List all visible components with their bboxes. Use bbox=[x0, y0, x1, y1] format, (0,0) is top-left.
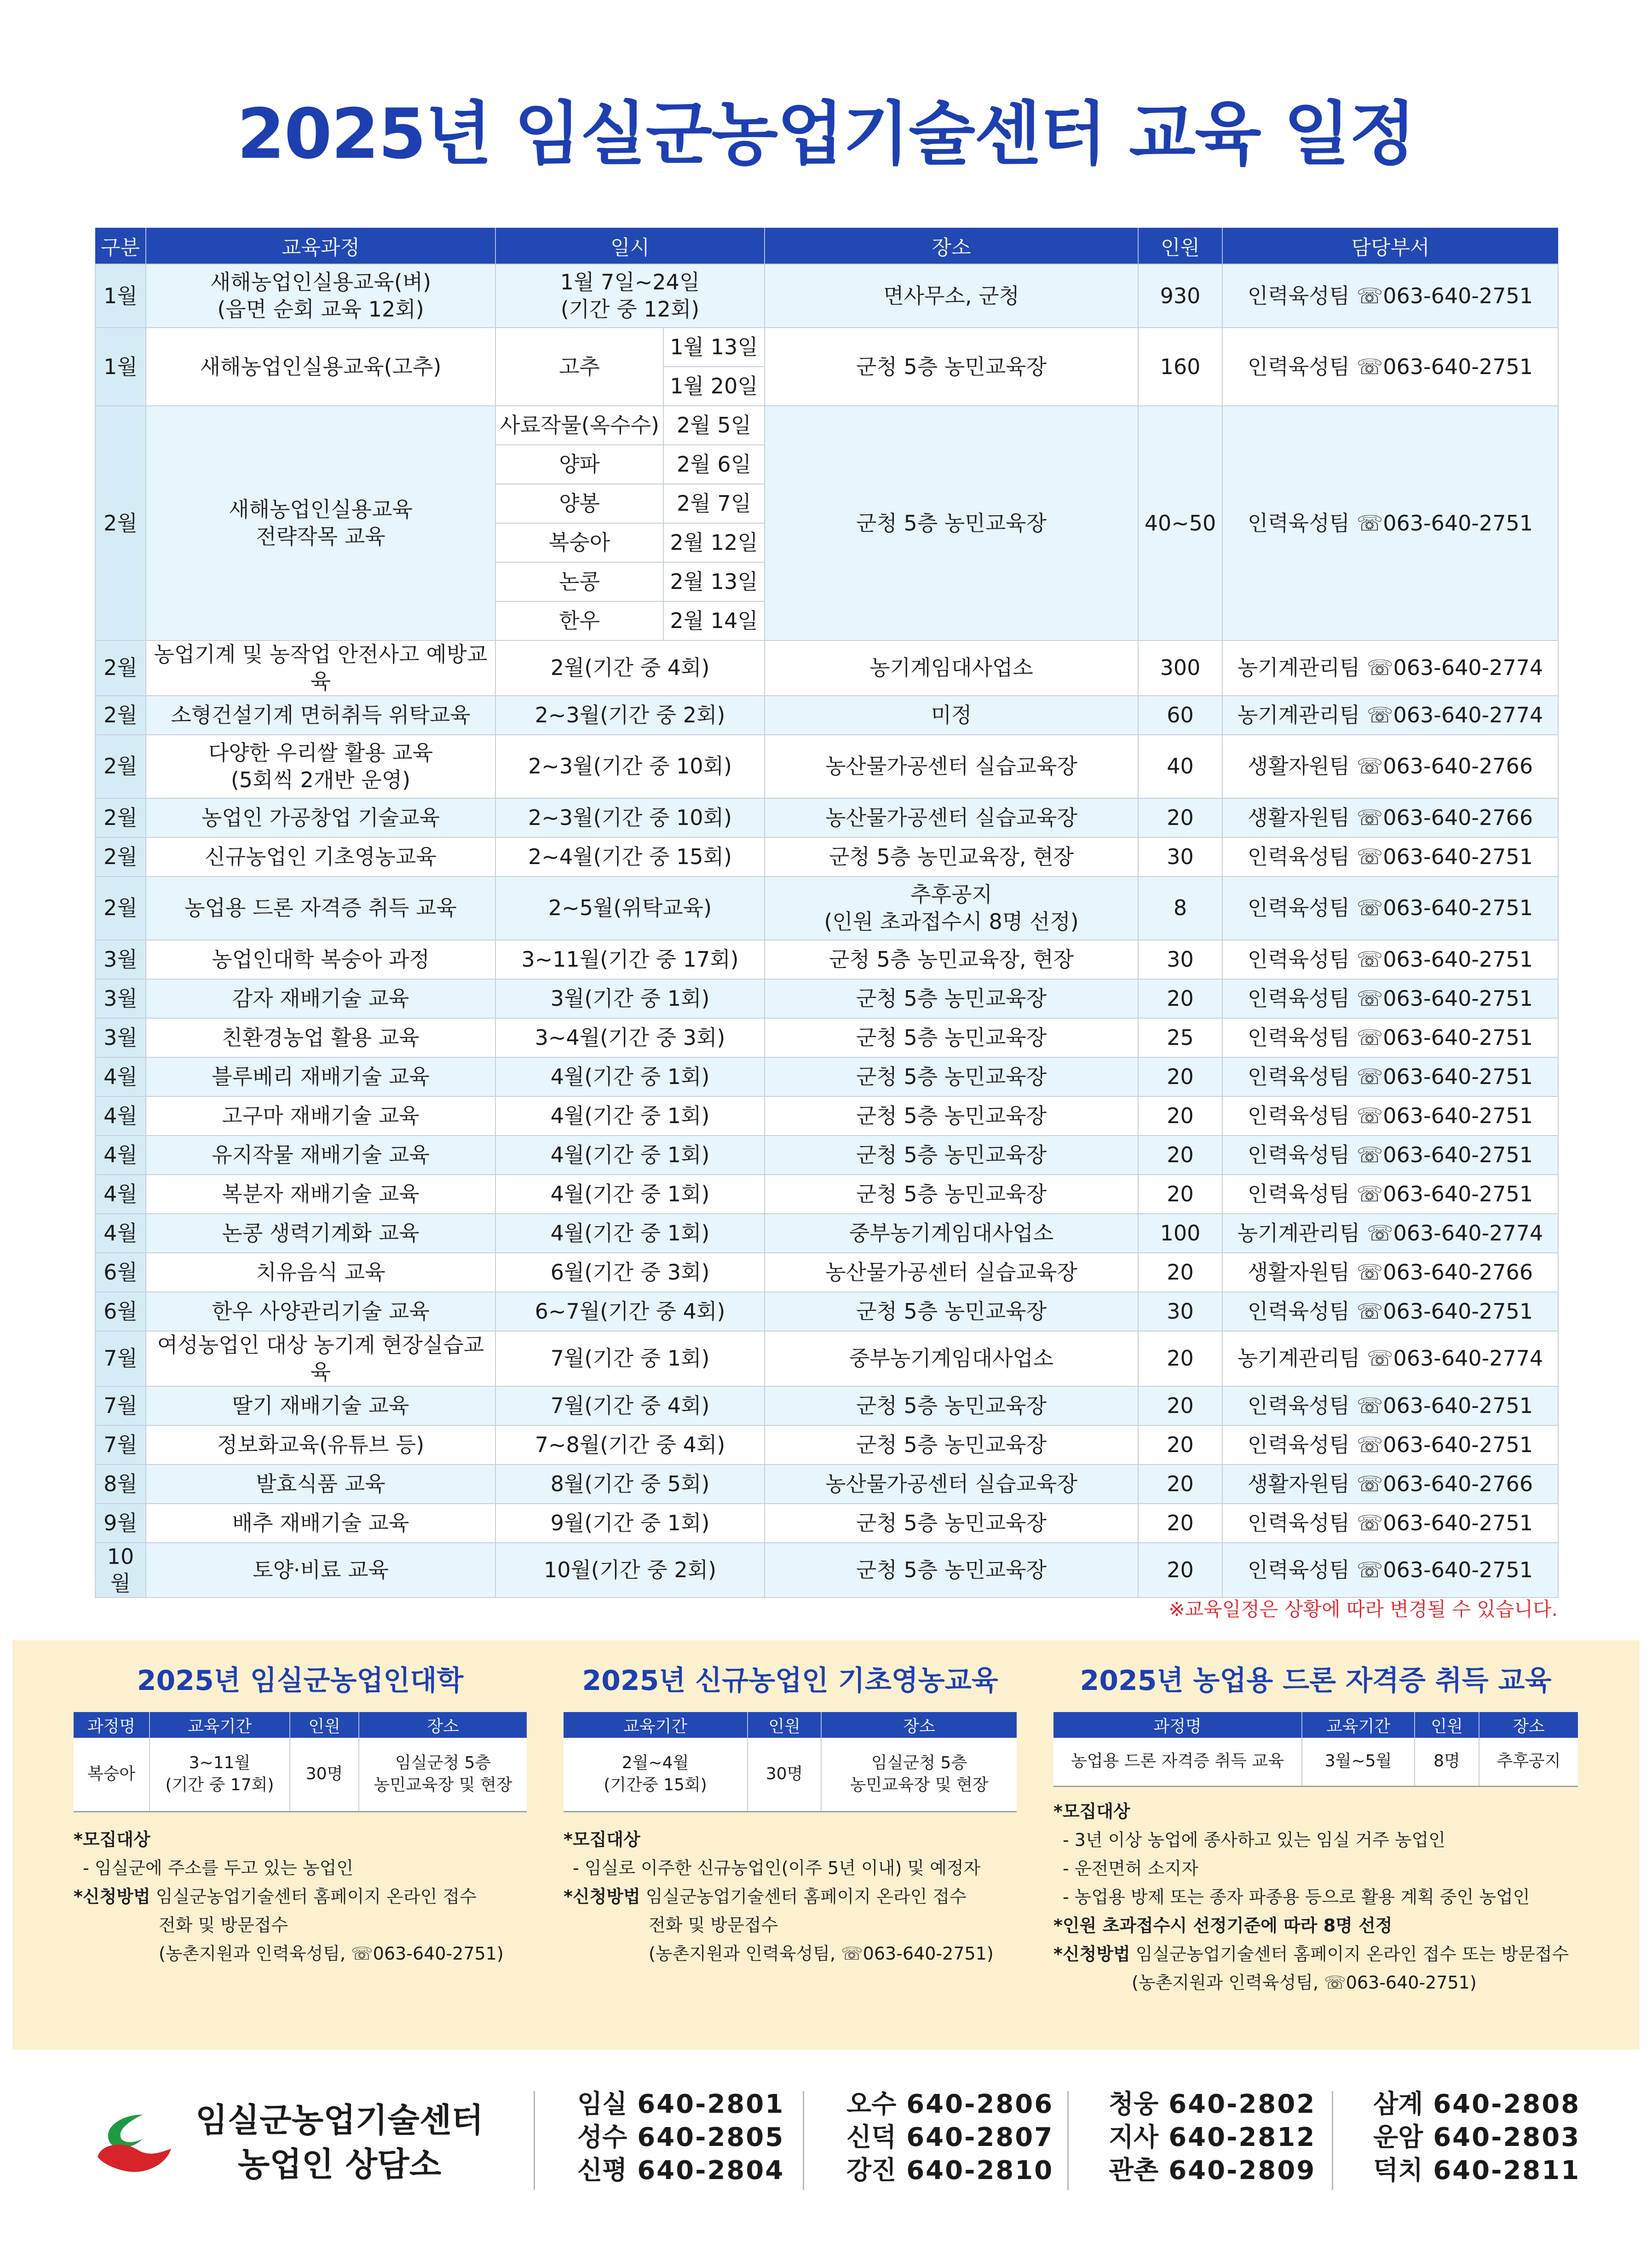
section-cell: 추후공지 bbox=[1479, 1738, 1578, 1786]
contact-entry: 청웅 640-2802 bbox=[1109, 2089, 1316, 2119]
cell-month: 7월 bbox=[95, 1331, 146, 1386]
cell-dept: 인력육성팀 ☏063-640-2751 bbox=[1222, 837, 1558, 876]
table-row bbox=[95, 1331, 1558, 1386]
cell-date: 3월(기간 중 1회) bbox=[495, 979, 765, 1018]
cell-count: 20 bbox=[1138, 798, 1222, 837]
cell-count: 30 bbox=[1138, 837, 1222, 876]
section-cell: 30명 bbox=[748, 1738, 821, 1811]
table-row bbox=[95, 1057, 1558, 1096]
cell-course: 새해농업인실용교육 전략작목 교육 bbox=[146, 406, 495, 640]
contact-entry: 운암 640-2803 bbox=[1373, 2122, 1581, 2152]
section-cell: 임실군청 5층 농민교육장 및 현장 bbox=[821, 1738, 1017, 1811]
cell-month: 3월 bbox=[95, 940, 146, 979]
table-row bbox=[95, 940, 1558, 979]
cell-course: 딸기 재배기술 교육 bbox=[146, 1386, 495, 1425]
table-row bbox=[95, 876, 1558, 940]
cell-course: 농업인대학 복숭아 과정 bbox=[146, 940, 495, 979]
cell-dept: 인력육성팀 ☏063-640-2751 bbox=[1222, 876, 1558, 940]
cell-dept: 인력육성팀 ☏063-640-2751 bbox=[1222, 940, 1558, 979]
section-farmer-college bbox=[74, 1659, 527, 1968]
cell-month: 2월 bbox=[95, 876, 146, 940]
cell-date: 2월 5일 bbox=[663, 406, 765, 445]
page-title: 2025년 임실군농업기술센터 교육 일정 bbox=[237, 94, 1415, 174]
section-cell: 임실군청 5층 농민교육장 및 현장 bbox=[359, 1738, 527, 1811]
cell-course: 친환경농업 활용 교육 bbox=[146, 1018, 495, 1057]
table-row bbox=[95, 979, 1558, 1018]
cell-count: 40~50 bbox=[1138, 406, 1222, 640]
section-cell: 2월~4월 (기간중 15회) bbox=[564, 1738, 748, 1811]
contact-entry: 강진 640-2810 bbox=[846, 2156, 1054, 2185]
cell-course: 복분자 재배기술 교육 bbox=[146, 1175, 495, 1214]
cell-course: 발효식품 교육 bbox=[146, 1465, 495, 1504]
cell-place: 군청 5층 농민교육장 bbox=[765, 1504, 1138, 1543]
cell-month: 2월 bbox=[95, 798, 146, 837]
cell-course: 새해농업인실용교육(벼) (읍면 순회 교육 12회) bbox=[146, 264, 495, 328]
contact-entry: 임실 640-2801 bbox=[577, 2089, 785, 2119]
cell-place: 군청 5층 농민교육장, 현장 bbox=[765, 940, 1138, 979]
cell-date: 6월(기간 중 3회) bbox=[495, 1253, 765, 1292]
cell-date: 2월 6일 bbox=[663, 445, 765, 484]
cell-count: 20 bbox=[1138, 1253, 1222, 1292]
cell-dept: 인력육성팀 ☏063-640-2751 bbox=[1222, 1018, 1558, 1057]
table-row bbox=[95, 1136, 1558, 1175]
cell-count: 20 bbox=[1138, 1465, 1222, 1504]
table-row bbox=[95, 798, 1558, 837]
cell-dept: 인력육성팀 ☏063-640-2751 bbox=[1222, 979, 1558, 1018]
divider bbox=[803, 2091, 804, 2190]
section-title: 2025년 임실군농업인대학 bbox=[137, 1665, 464, 1697]
cell-month: 2월 bbox=[95, 640, 146, 696]
cell-dept: 생활자원팀 ☏063-640-2766 bbox=[1222, 735, 1558, 798]
contact-column bbox=[577, 2088, 784, 2187]
apply-contact: (농촌지원과 인력육성팀, ☏063-640-2751) bbox=[159, 1943, 504, 1964]
cell-place: 농기계임대사업소 bbox=[765, 640, 1138, 696]
cell-month: 7월 bbox=[95, 1386, 146, 1425]
apply-contact: (농촌지원과 인력육성팀, ☏063-640-2751) bbox=[649, 1943, 994, 1964]
section-header: 장소 bbox=[821, 1712, 1017, 1738]
cell-place: 군청 5층 농민교육장 bbox=[765, 1425, 1138, 1465]
apply-line: *신청방법 임실군농업기술센터 홈페이지 온라인 접수 bbox=[74, 1886, 477, 1907]
cell-place: 군청 5층 농민교육장 bbox=[765, 1386, 1138, 1425]
target-text: - 임실군에 주소를 두고 있는 농업인 bbox=[83, 1857, 354, 1878]
section-table bbox=[74, 1712, 527, 1812]
contact-entry: 성수 640-2805 bbox=[577, 2122, 785, 2152]
cell-course: 소형건설기계 면허취득 위탁교육 bbox=[146, 696, 495, 735]
contact-entry: 오수 640-2806 bbox=[846, 2089, 1054, 2119]
section-header: 인원 bbox=[748, 1712, 821, 1738]
cell-item: 양파 bbox=[495, 445, 663, 484]
cell-place: 군청 5층 농민교육장 bbox=[765, 1018, 1138, 1057]
cell-course: 정보화교육(유튜브 등) bbox=[146, 1425, 495, 1465]
cell-month: 3월 bbox=[95, 1018, 146, 1057]
section-cell: 농업용 드론 자격증 취득 교육 bbox=[1053, 1738, 1302, 1786]
cell-dept: 인력육성팀 ☏063-640-2751 bbox=[1222, 1057, 1558, 1096]
cell-dept: 인력육성팀 ☏063-640-2751 bbox=[1222, 1136, 1558, 1175]
cell-dept: 인력육성팀 ☏063-640-2751 bbox=[1222, 328, 1558, 406]
section-info bbox=[564, 1825, 1017, 1968]
cell-month: 2월 bbox=[95, 406, 146, 640]
table-row bbox=[95, 1018, 1558, 1057]
cell-course: 배추 재배기술 교육 bbox=[146, 1504, 495, 1543]
cell-count: 930 bbox=[1138, 264, 1222, 328]
cell-place: 농산물가공센터 실습교육장 bbox=[765, 1253, 1138, 1292]
cell-count: 20 bbox=[1138, 1386, 1222, 1425]
cell-place: 군청 5층 농민교육장 bbox=[765, 1175, 1138, 1214]
cell-place: 농산물가공센터 실습교육장 bbox=[765, 735, 1138, 798]
cell-date: 2월 7일 bbox=[663, 484, 765, 523]
cell-date: 7월(기간 중 4회) bbox=[495, 1386, 765, 1425]
cell-count: 25 bbox=[1138, 1018, 1222, 1057]
section-header: 장소 bbox=[359, 1712, 527, 1738]
table-row bbox=[95, 1175, 1558, 1214]
section-cell: 8명 bbox=[1415, 1738, 1479, 1786]
section-header: 과정명 bbox=[1053, 1712, 1302, 1738]
cell-place: 군청 5층 농민교육장 bbox=[765, 1543, 1138, 1598]
section-info bbox=[1053, 1797, 1578, 1997]
cell-course: 논콩 생력기계화 교육 bbox=[146, 1214, 495, 1253]
cell-month: 2월 bbox=[95, 837, 146, 876]
cell-place: 군청 5층 농민교육장, 현장 bbox=[765, 837, 1138, 876]
table-row bbox=[95, 837, 1558, 876]
table-row bbox=[95, 1096, 1558, 1136]
cell-month: 1월 bbox=[95, 264, 146, 328]
cell-date: 4월(기간 중 1회) bbox=[495, 1057, 765, 1096]
section-table bbox=[1053, 1712, 1578, 1787]
table-row bbox=[95, 1425, 1558, 1465]
cell-count: 60 bbox=[1138, 696, 1222, 735]
cell-course: 농업기계 및 농작업 안전사고 예방교육 bbox=[146, 640, 495, 696]
cell-item: 양봉 bbox=[495, 484, 663, 523]
cell-count: 30 bbox=[1138, 940, 1222, 979]
cell-month: 6월 bbox=[95, 1253, 146, 1292]
cell-date: 7월(기간 중 1회) bbox=[495, 1331, 765, 1386]
apply-line: *신청방법 임실군농업기술센터 홈페이지 온라인 접수 bbox=[564, 1886, 967, 1907]
cell-dept: 인력육성팀 ☏063-640-2751 bbox=[1222, 1292, 1558, 1331]
divider bbox=[534, 2091, 535, 2190]
header-count: 인원 bbox=[1138, 228, 1222, 264]
cell-place: 중부농기계임대사업소 bbox=[765, 1214, 1138, 1253]
cell-count: 20 bbox=[1138, 1543, 1222, 1598]
cell-date: 9월(기간 중 1회) bbox=[495, 1504, 765, 1543]
cell-place: 군청 5층 농민교육장 bbox=[765, 1057, 1138, 1096]
cell-month: 2월 bbox=[95, 696, 146, 735]
cell-date: 2월 12일 bbox=[663, 523, 765, 562]
section-cell: 3~11월 (기간 중 17회) bbox=[150, 1738, 290, 1811]
cell-item: 사료작물(옥수수) bbox=[495, 406, 663, 445]
cell-course: 다양한 우리쌀 활용 교육 (5회씩 2개반 운영) bbox=[146, 735, 495, 798]
cell-date: 8월(기간 중 5회) bbox=[495, 1465, 765, 1504]
cell-place: 군청 5층 농민교육장 bbox=[765, 1096, 1138, 1136]
apply-contact: (농촌지원과 인력육성팀, ☏063-640-2751) bbox=[1132, 1972, 1477, 1993]
table-header-row bbox=[95, 228, 1558, 264]
cell-course: 신규농업인 기초영농교육 bbox=[146, 837, 495, 876]
cell-date: 3~11월(기간 중 17회) bbox=[495, 940, 765, 979]
cell-dept: 농기계관리팀 ☏063-640-2774 bbox=[1222, 1214, 1558, 1253]
cell-month: 1월 bbox=[95, 328, 146, 406]
table-row bbox=[95, 264, 1558, 328]
cell-count: 20 bbox=[1138, 1331, 1222, 1386]
section-title: 2025년 신규농업인 기초영농교육 bbox=[582, 1665, 998, 1697]
cell-date: 2월 14일 bbox=[663, 601, 765, 640]
cell-month: 4월 bbox=[95, 1175, 146, 1214]
section-header: 교육기간 bbox=[1302, 1712, 1415, 1738]
cell-dept: 인력육성팀 ☏063-640-2751 bbox=[1222, 1386, 1558, 1425]
cell-place: 군청 5층 농민교육장 bbox=[765, 979, 1138, 1018]
contact-entry: 덕치 640-2811 bbox=[1373, 2156, 1581, 2185]
header-dept: 담당부서 bbox=[1222, 228, 1558, 264]
target-label: *모집대상 bbox=[74, 1829, 150, 1850]
section-table bbox=[564, 1712, 1017, 1812]
cell-item: 고추 bbox=[495, 328, 663, 406]
cell-item: 한우 bbox=[495, 601, 663, 640]
cell-place: 농산물가공센터 실습교육장 bbox=[765, 1465, 1138, 1504]
cell-course: 여성농업인 대상 농기계 현장실습교육 bbox=[146, 1331, 495, 1386]
contact-column bbox=[1373, 2088, 1580, 2187]
header-place: 장소 bbox=[765, 228, 1138, 264]
cell-place: 추후공지 (인원 초과접수시 8명 선정) bbox=[765, 876, 1138, 940]
cell-date: 3~4월(기간 중 3회) bbox=[495, 1018, 765, 1057]
cell-dept: 농기계관리팀 ☏063-640-2774 bbox=[1222, 1331, 1558, 1386]
cell-place: 군청 5층 농민교육장 bbox=[765, 406, 1138, 640]
cell-course: 농업인 가공창업 기술교육 bbox=[146, 798, 495, 837]
contact-entry: 관촌 640-2809 bbox=[1109, 2156, 1316, 2185]
cell-place: 면사무소, 군청 bbox=[765, 264, 1138, 328]
cell-course: 블루베리 재배기술 교육 bbox=[146, 1057, 495, 1096]
cell-dept: 농기계관리팀 ☏063-640-2774 bbox=[1222, 696, 1558, 735]
cell-date: 4월(기간 중 1회) bbox=[495, 1214, 765, 1253]
cell-course: 새해농업인실용교육(고추) bbox=[146, 328, 495, 406]
table-row bbox=[95, 640, 1558, 696]
apply-line: *신청방법 임실군농업기술센터 홈페이지 온라인 접수 또는 방문접수 bbox=[1053, 1943, 1569, 1964]
cell-dept: 생활자원팀 ☏063-640-2766 bbox=[1222, 798, 1558, 837]
cell-course: 치유음식 교육 bbox=[146, 1253, 495, 1292]
target-text: - 3년 이상 농업에 종사하고 있는 임실 거주 농업인 bbox=[1063, 1829, 1445, 1850]
cell-place: 군청 5층 농민교육장 bbox=[765, 1292, 1138, 1331]
cell-dept: 인력육성팀 ☏063-640-2751 bbox=[1222, 1175, 1558, 1214]
cell-dept: 생활자원팀 ☏063-640-2766 bbox=[1222, 1253, 1558, 1292]
cell-month: 4월 bbox=[95, 1057, 146, 1096]
cell-month: 10월 bbox=[95, 1543, 146, 1598]
cell-date: 1월 13일 bbox=[663, 328, 765, 367]
cell-count: 8 bbox=[1138, 876, 1222, 940]
cell-month: 4월 bbox=[95, 1096, 146, 1136]
section-cell: 3월~5월 bbox=[1302, 1738, 1415, 1786]
section-header: 장소 bbox=[1479, 1712, 1578, 1738]
target-text: - 운전면허 소지자 bbox=[1063, 1858, 1198, 1879]
cell-month: 4월 bbox=[95, 1214, 146, 1253]
cell-month: 9월 bbox=[95, 1504, 146, 1543]
cell-dept: 생활자원팀 ☏063-640-2766 bbox=[1222, 1465, 1558, 1504]
cell-month: 4월 bbox=[95, 1136, 146, 1175]
cell-place: 군청 5층 농민교육장 bbox=[765, 328, 1138, 406]
cell-date: 1월 20일 bbox=[663, 367, 765, 406]
header-course: 교육과정 bbox=[146, 228, 495, 264]
contact-entry: 삼계 640-2808 bbox=[1373, 2089, 1581, 2119]
cell-date: 7~8월(기간 중 4회) bbox=[495, 1425, 765, 1465]
section-cell: 복숭아 bbox=[74, 1738, 150, 1811]
cell-item: 논콩 bbox=[495, 562, 663, 601]
cell-date: 6~7월(기간 중 4회) bbox=[495, 1292, 765, 1331]
cell-place: 중부농기계임대사업소 bbox=[765, 1331, 1138, 1386]
target-label: *모집대상 bbox=[1053, 1801, 1130, 1822]
cell-item: 복숭아 bbox=[495, 523, 663, 562]
cell-count: 20 bbox=[1138, 1136, 1222, 1175]
cell-month: 2월 bbox=[95, 735, 146, 798]
contact-entry: 신평 640-2804 bbox=[577, 2156, 785, 2185]
section-info bbox=[74, 1825, 527, 1968]
apply-text: 전화 및 방문접수 bbox=[159, 1914, 288, 1935]
footer-center-name: 임실군농업기술센터 농업인 상담소 bbox=[196, 2101, 484, 2184]
cell-date: 2~5월(위탁교육) bbox=[495, 876, 765, 940]
cell-date: 2월 13일 bbox=[663, 562, 765, 601]
schedule-change-notice: ※교육일정은 상황에 따라 변경될 수 있습니다. bbox=[1168, 1598, 1558, 1620]
contact-entry: 지사 640-2812 bbox=[1109, 2122, 1316, 2152]
divider bbox=[1067, 2091, 1069, 2190]
cell-date: 2~3월(기간 중 10회) bbox=[495, 735, 765, 798]
cell-count: 40 bbox=[1138, 735, 1222, 798]
cell-month: 7월 bbox=[95, 1425, 146, 1465]
cell-date: 4월(기간 중 1회) bbox=[495, 1136, 765, 1175]
section-header: 교육기간 bbox=[564, 1712, 748, 1738]
target-text: - 농업용 방제 또는 종자 파종용 등으로 활용 계획 중인 농업인 bbox=[1063, 1886, 1530, 1907]
cell-date: 4월(기간 중 1회) bbox=[495, 1175, 765, 1214]
cell-date: 2~3월(기간 중 2회) bbox=[495, 696, 765, 735]
cell-date: 2~3월(기간 중 10회) bbox=[495, 798, 765, 837]
cell-date: 10월(기간 중 2회) bbox=[495, 1543, 765, 1598]
cell-dept: 인력육성팀 ☏063-640-2751 bbox=[1222, 1096, 1558, 1136]
cell-month: 8월 bbox=[95, 1465, 146, 1504]
cell-count: 160 bbox=[1138, 328, 1222, 406]
cell-count: 20 bbox=[1138, 1504, 1222, 1543]
table-row bbox=[95, 1504, 1558, 1543]
target-text: - 임실로 이주한 신규농업인(이주 5년 이내) 및 예정자 bbox=[573, 1857, 981, 1878]
section-header: 인원 bbox=[1415, 1712, 1479, 1738]
contact-column bbox=[846, 2088, 1053, 2187]
table-row bbox=[95, 735, 1558, 798]
cell-count: 20 bbox=[1138, 1096, 1222, 1136]
section-header: 인원 bbox=[290, 1712, 359, 1738]
table-row bbox=[95, 1543, 1558, 1598]
header-date: 일시 bbox=[495, 228, 765, 264]
section-drone-license bbox=[1053, 1659, 1578, 1997]
table-row bbox=[95, 1214, 1558, 1253]
target-label: *모집대상 bbox=[564, 1829, 640, 1850]
selection-criteria: *인원 초과접수시 선정기준에 따라 8명 선정 bbox=[1053, 1915, 1393, 1936]
section-header: 과정명 bbox=[74, 1712, 150, 1738]
divider bbox=[1332, 2091, 1333, 2190]
table-row bbox=[95, 1292, 1558, 1331]
cell-dept: 인력육성팀 ☏063-640-2751 bbox=[1222, 1543, 1558, 1598]
cell-date: 4월(기간 중 1회) bbox=[495, 1096, 765, 1136]
cell-place: 군청 5층 농민교육장 bbox=[765, 1136, 1138, 1175]
cell-dept: 농기계관리팀 ☏063-640-2774 bbox=[1222, 640, 1558, 696]
cell-date: 2~4월(기간 중 15회) bbox=[495, 837, 765, 876]
cell-dept: 인력육성팀 ☏063-640-2751 bbox=[1222, 264, 1558, 328]
cell-count: 30 bbox=[1138, 1292, 1222, 1331]
apply-text: 전화 및 방문접수 bbox=[649, 1914, 778, 1935]
cell-dept: 인력육성팀 ☏063-640-2751 bbox=[1222, 1425, 1558, 1465]
center-logo-icon bbox=[92, 2106, 175, 2180]
table-row bbox=[95, 696, 1558, 735]
cell-course: 한우 사양관리기술 교육 bbox=[146, 1292, 495, 1331]
contact-column bbox=[1109, 2088, 1316, 2187]
cell-month: 6월 bbox=[95, 1292, 146, 1331]
cell-count: 300 bbox=[1138, 640, 1222, 696]
cell-dept: 인력육성팀 ☏063-640-2751 bbox=[1222, 1504, 1558, 1543]
table-row bbox=[95, 1465, 1558, 1504]
section-cell: 30명 bbox=[290, 1738, 359, 1811]
cell-count: 20 bbox=[1138, 1057, 1222, 1096]
table-row bbox=[95, 1386, 1558, 1425]
cell-dept: 인력육성팀 ☏063-640-2751 bbox=[1222, 406, 1558, 640]
section-title: 2025년 농업용 드론 자격증 취득 교육 bbox=[1080, 1665, 1552, 1697]
section-header: 교육기간 bbox=[150, 1712, 290, 1738]
contact-entry: 신덕 640-2807 bbox=[846, 2122, 1054, 2152]
table-row bbox=[95, 328, 1558, 367]
cell-count: 100 bbox=[1138, 1214, 1222, 1253]
cell-course: 감자 재배기술 교육 bbox=[146, 979, 495, 1018]
cell-month: 3월 bbox=[95, 979, 146, 1018]
cell-place: 농산물가공센터 실습교육장 bbox=[765, 798, 1138, 837]
cell-count: 20 bbox=[1138, 1175, 1222, 1214]
cell-course: 농업용 드론 자격증 취득 교육 bbox=[146, 876, 495, 940]
table-row bbox=[95, 406, 1558, 445]
schedule-table bbox=[95, 228, 1559, 1598]
table-row bbox=[95, 1253, 1558, 1292]
cell-date: 2월(기간 중 4회) bbox=[495, 640, 765, 696]
cell-count: 20 bbox=[1138, 1425, 1222, 1465]
cell-course: 고구마 재배기술 교육 bbox=[146, 1096, 495, 1136]
cell-course: 유지작물 재배기술 교육 bbox=[146, 1136, 495, 1175]
cell-date: 1월 7일~24일 (기간 중 12회) bbox=[495, 264, 765, 328]
cell-count: 20 bbox=[1138, 979, 1222, 1018]
section-basic-farming bbox=[564, 1659, 1017, 1968]
cell-place: 미정 bbox=[765, 696, 1138, 735]
header-month: 구분 bbox=[95, 228, 146, 264]
cell-course: 토양·비료 교육 bbox=[146, 1543, 495, 1598]
